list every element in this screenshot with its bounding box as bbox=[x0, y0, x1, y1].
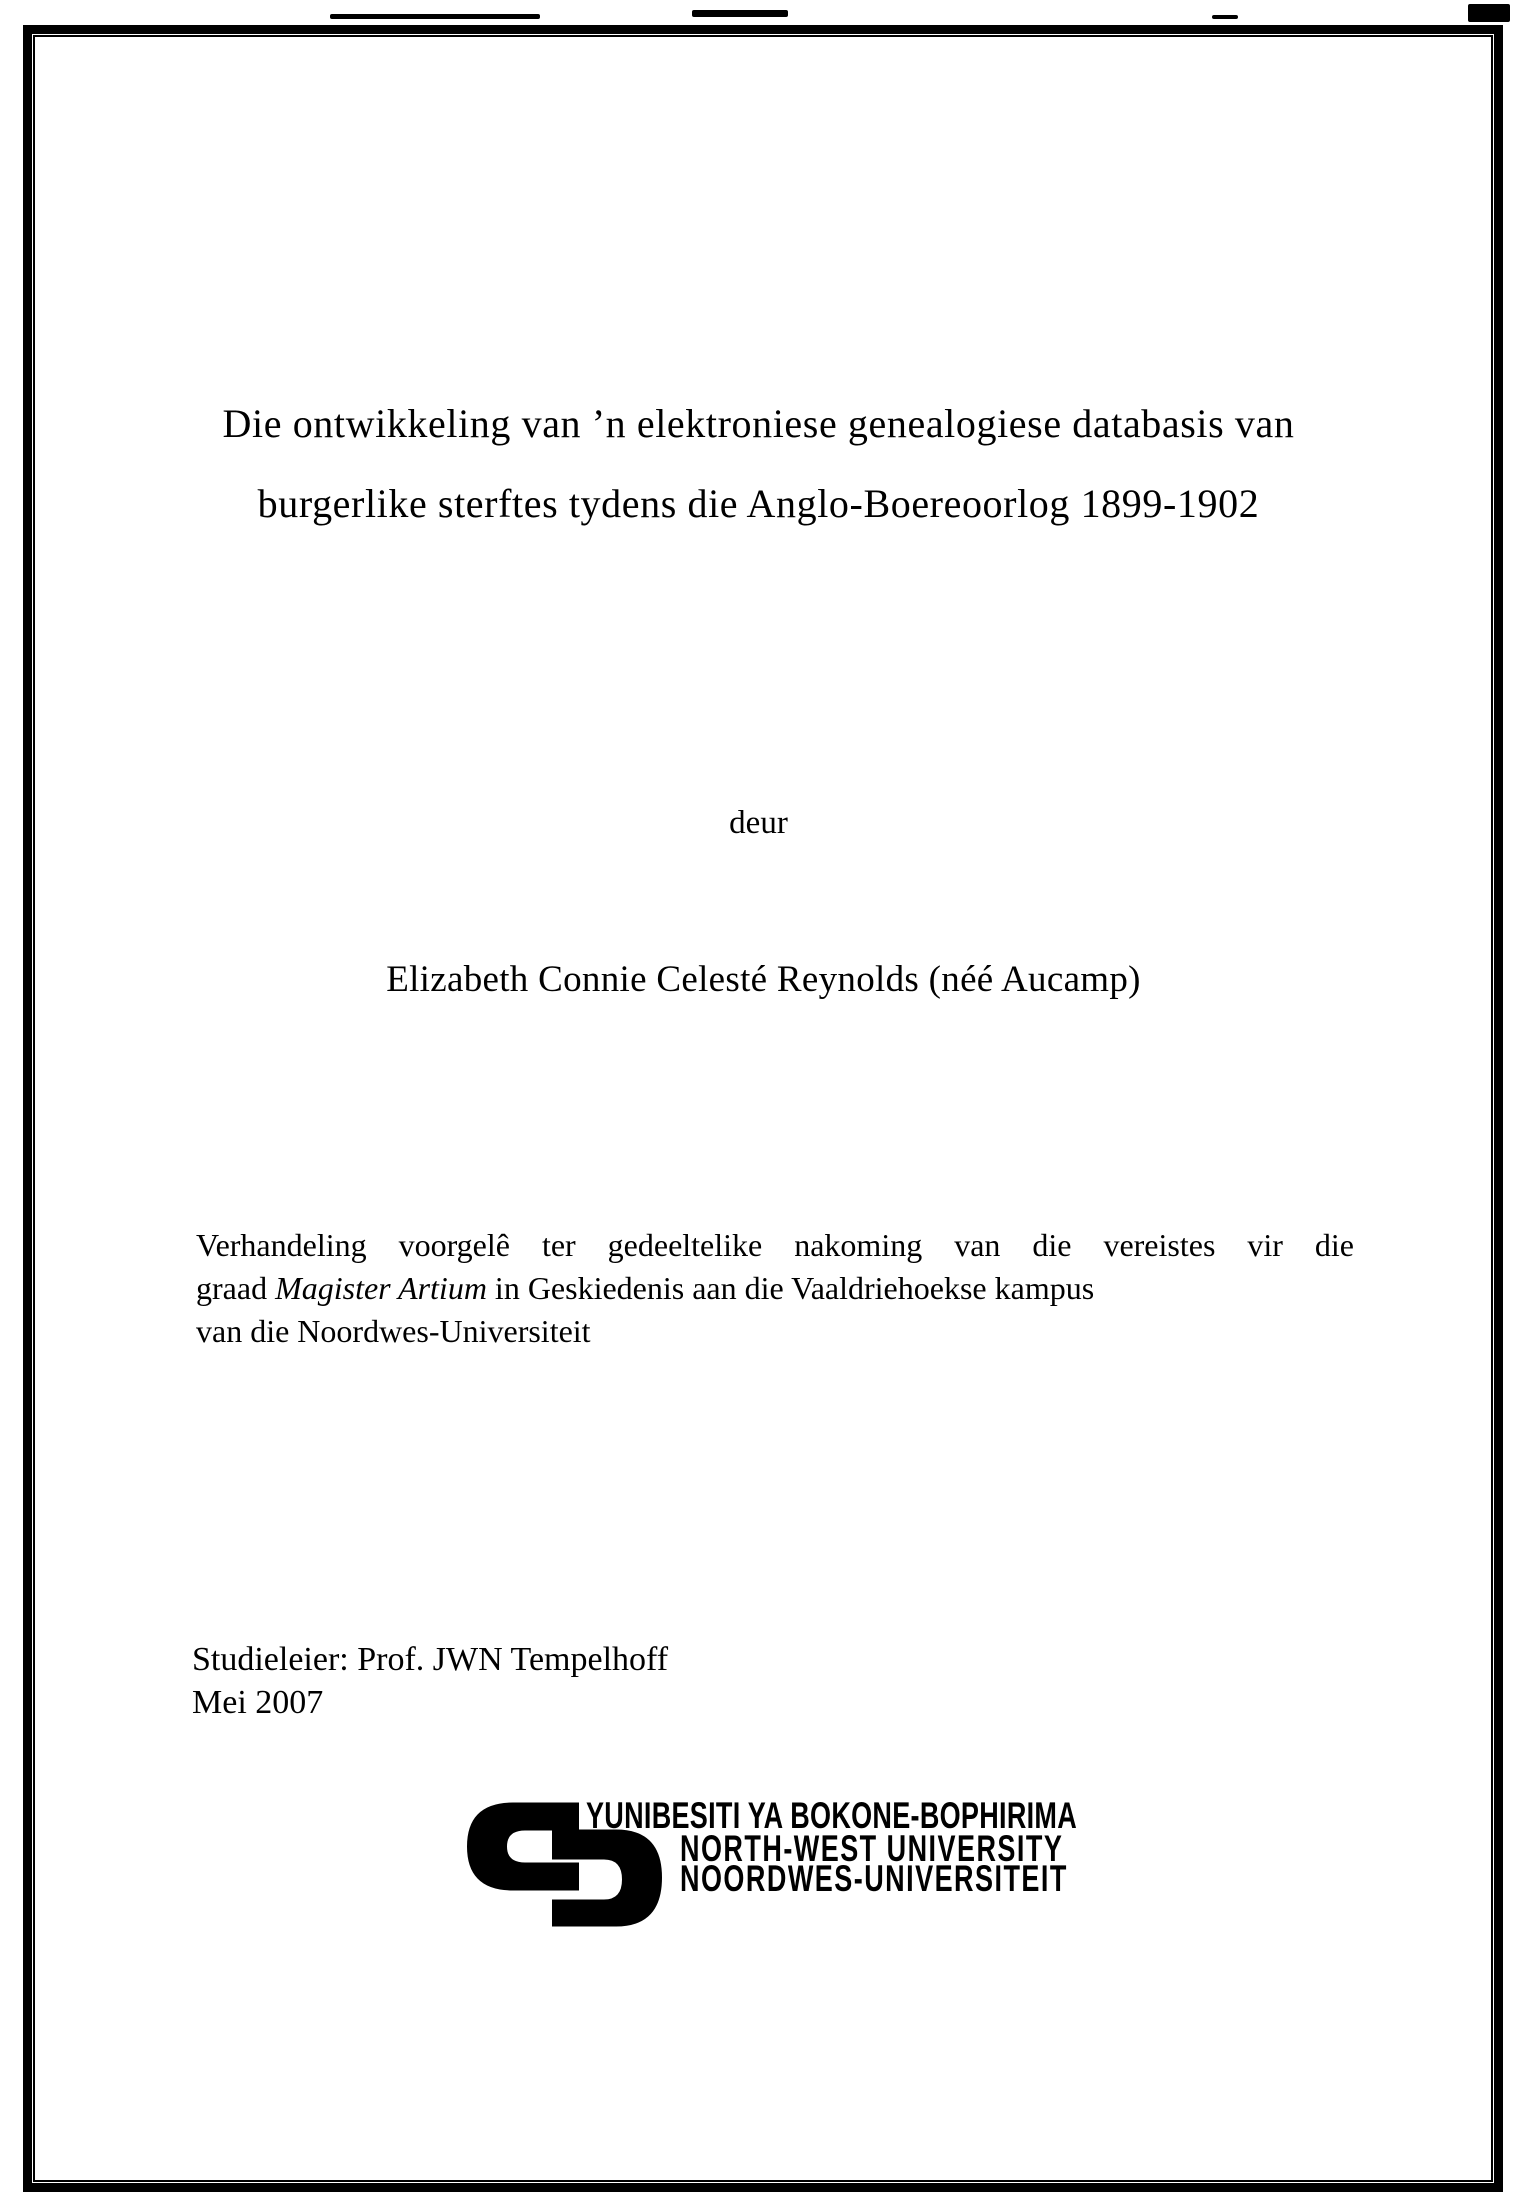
degree-name-italic: Magister Artium bbox=[275, 1270, 487, 1306]
university-name-setswana: YUNIBESITI YA BOKONE-BOPHIRIMA bbox=[586, 1795, 1078, 1836]
university-name-afrikaans: NOORDWES-UNIVERSITEIT bbox=[680, 1858, 1068, 1899]
degree-statement bbox=[196, 1224, 1354, 1353]
degree-statement-line-3: van die Noordwes-Universiteit bbox=[196, 1313, 591, 1349]
byline-label: deur bbox=[729, 805, 788, 841]
scan-artifact bbox=[330, 14, 540, 19]
date-line: Mei 2007 bbox=[192, 1684, 324, 1721]
scan-artifact bbox=[1468, 4, 1510, 22]
degree-statement-line-2-suffix: in Geskiedenis aan die Vaaldriehoekse kampus bbox=[486, 1270, 1095, 1306]
author-name: Elizabeth Connie Celesté Reynolds (néé Aucamp) bbox=[386, 959, 1141, 1000]
scan-artifact bbox=[692, 10, 788, 17]
scan-artifact bbox=[1212, 15, 1238, 19]
supervisor-block bbox=[192, 1638, 668, 1724]
thesis-title bbox=[60, 384, 1457, 544]
university-name-english: NORTH-WEST UNIVERSITY bbox=[680, 1828, 1064, 1869]
thesis-title-line-1: Die ontwikkeling van ’n elektroniese genealogiese databasis van bbox=[222, 401, 1295, 446]
degree-statement-line-1: Verhandeling voorgelê ter gedeeltelike nakoming van die vereistes vir die bbox=[196, 1227, 1354, 1263]
degree-statement-line-2-prefix: graad bbox=[196, 1270, 276, 1306]
supervisor-line: Studieleier: Prof. JWN Tempelhoff bbox=[192, 1641, 669, 1678]
thesis-title-line-2: burgerlike sterftes tydens die Anglo-Boereoorlog 1899-1902 bbox=[257, 481, 1260, 526]
degree-statement-line-2 bbox=[196, 1267, 1354, 1310]
